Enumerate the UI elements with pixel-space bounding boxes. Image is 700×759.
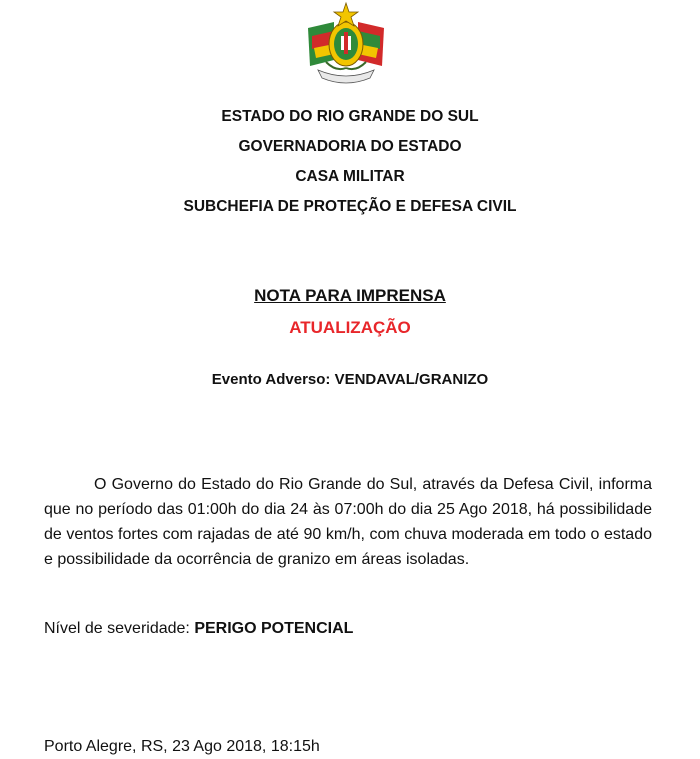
severity-label: Nível de severidade:	[44, 620, 190, 637]
body-paragraph: O Governo do Estado do Rio Grande do Sul, através da Defesa Civil, informa que no período das 01:00h do dia 24 às 07:00h do dia 25 Ago 2018, há possibilidade de ventos fortes com rajadas de até 90 km/h, com chuva moderada em todo o estado e possibilidade da ocorrência de granizo em áreas isoladas.	[44, 476, 652, 568]
header-civil-defense: SUBCHEFIA DE PROTEÇÃO E DEFESA CIVIL	[183, 198, 517, 215]
header-military-house: CASA MILITAR	[295, 168, 405, 185]
update-label: ATUALIZAÇÃO	[289, 318, 411, 337]
document-title: NOTA PARA IMPRENSA	[254, 286, 446, 305]
place-date: Porto Alegre, RS, 23 Ago 2018, 18:15h	[44, 738, 320, 755]
header-governorship: GOVERNADORIA DO ESTADO	[238, 138, 462, 155]
severity-line	[44, 620, 353, 638]
adverse-event: Evento Adverso: VENDAVAL/GRANIZO	[211, 371, 489, 388]
coat-of-arms-icon	[300, 0, 392, 86]
severity-value: PERIGO POTENCIAL	[194, 620, 354, 637]
header-state: ESTADO DO RIO GRANDE DO SUL	[221, 108, 479, 125]
